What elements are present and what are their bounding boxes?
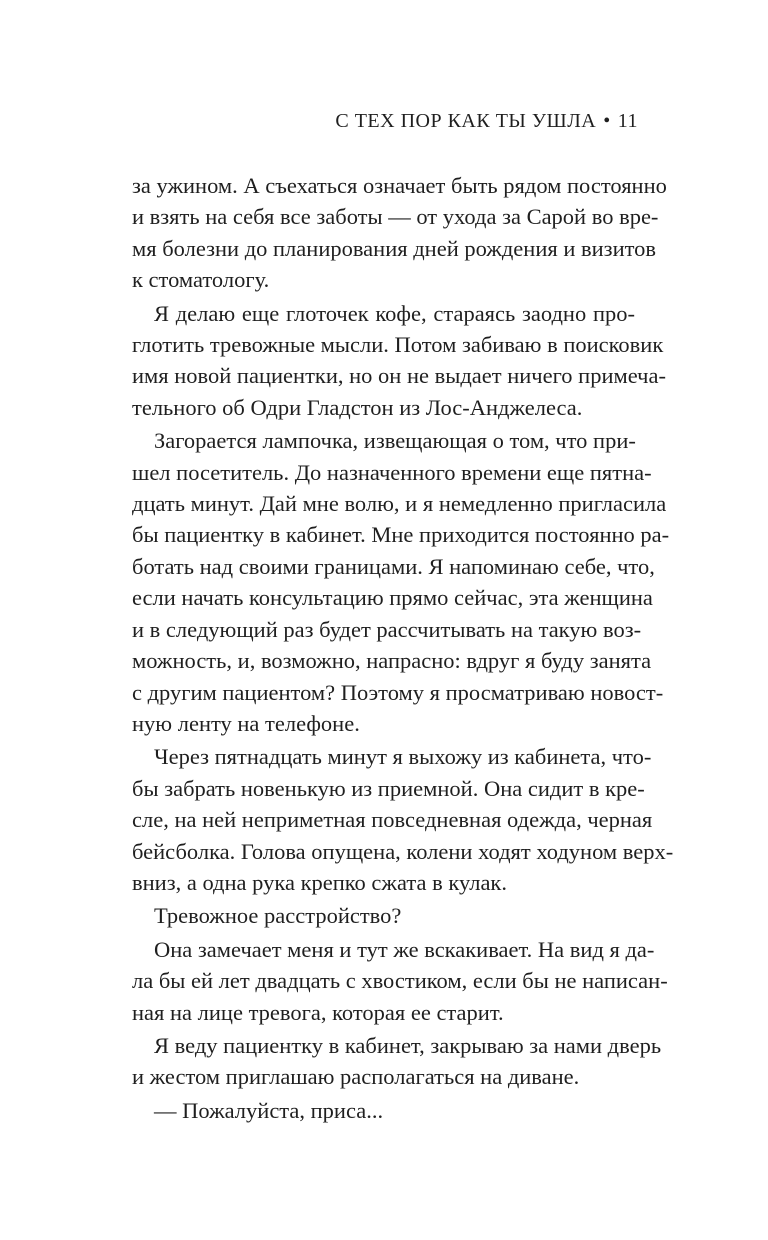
text-line: имя новой пациентки, но он не выдает ничего примеча- bbox=[132, 363, 666, 389]
text-line: глотить тревожные мысли. Потом забиваю в поисковик bbox=[132, 332, 664, 358]
page-number: 11 bbox=[617, 110, 638, 132]
text-line: дцать минут. Дай мне волю, и я немедленно пригласила bbox=[132, 491, 667, 517]
text-line: мя болезни до планирования дней рождения и визитов bbox=[132, 235, 657, 261]
paragraph bbox=[132, 1095, 635, 1126]
paragraph bbox=[132, 1030, 662, 1093]
paragraph bbox=[132, 298, 666, 424]
text-line: Через пятнадцать минут я выхожу из кабинета, что- bbox=[154, 744, 652, 770]
text-line: можность, и, возможно, напрасно: вдруг я буду занята bbox=[132, 648, 652, 674]
text-line: и в следующий раз будет рассчитывать на такую воз- bbox=[132, 616, 642, 642]
body-text bbox=[132, 170, 674, 1128]
text-line: Она замечает меня и тут же вскакивает. На вид я да- bbox=[154, 936, 655, 962]
paragraph bbox=[132, 741, 674, 898]
text-line: сле, на ней неприметная повседневная одежда, черная bbox=[132, 807, 653, 833]
book-title: С ТЕХ ПОР КАК ТЫ УШЛА bbox=[335, 110, 597, 132]
paragraph bbox=[132, 934, 668, 1028]
text-line: с другим пациентом? Поэтому я просматриваю новост- bbox=[132, 679, 664, 705]
text-line: Тревожное расстройство? bbox=[154, 903, 402, 929]
text-line: Загорается лампочка, извещающая о том, что при- bbox=[154, 428, 636, 454]
text-line: Я веду пациентку в кабинет, закрываю за нами дверь bbox=[154, 1032, 662, 1058]
paragraph bbox=[132, 900, 635, 931]
text-line: ную ленту на телефоне. bbox=[132, 710, 360, 736]
text-line: шел посетитель. До назначенного времени еще пятна- bbox=[132, 459, 652, 485]
text-line: бы забрать новенькую из приемной. Она сидит в кре- bbox=[132, 775, 645, 801]
text-line: бы пациентку в кабинет. Мне приходится постоянно ра- bbox=[132, 522, 670, 548]
text-line: вниз, а одна рука крепко сжата в кулак. bbox=[132, 869, 507, 895]
text-line: и жестом приглашаю располагаться на диване. bbox=[132, 1064, 580, 1090]
text-line: ботать над своими границами. Я напоминаю себе, что, bbox=[132, 553, 655, 579]
text-line: за ужином. А съехаться означает быть рядом постоянно bbox=[132, 173, 667, 198]
paragraph bbox=[132, 170, 667, 296]
text-line: — Пожалуйста, приса... bbox=[154, 1097, 384, 1123]
text-line: Я делаю еще глоточек кофе, стараясь заодно про- bbox=[154, 300, 635, 326]
paragraph bbox=[132, 425, 670, 739]
text-line: ла бы ей лет двадцать с хвостиком, если бы не написан- bbox=[132, 968, 668, 994]
text-line: тельного об Одри Гладстон из Лос-Анджелеса. bbox=[132, 394, 583, 420]
text-line: и взять на себя все заботы — от ухода за Сарой во вре- bbox=[132, 204, 659, 230]
text-line: бейсболка. Голова опущена, колени ходят ходуном верх- bbox=[132, 838, 674, 864]
text-line: к стоматологу. bbox=[132, 267, 270, 293]
header-separator: • bbox=[603, 110, 611, 132]
text-line: если начать консультацию прямо сейчас, эта женщина bbox=[132, 585, 653, 611]
text-line: ная на лице тревога, которая ее старит. bbox=[132, 999, 504, 1025]
running-head bbox=[335, 110, 638, 133]
